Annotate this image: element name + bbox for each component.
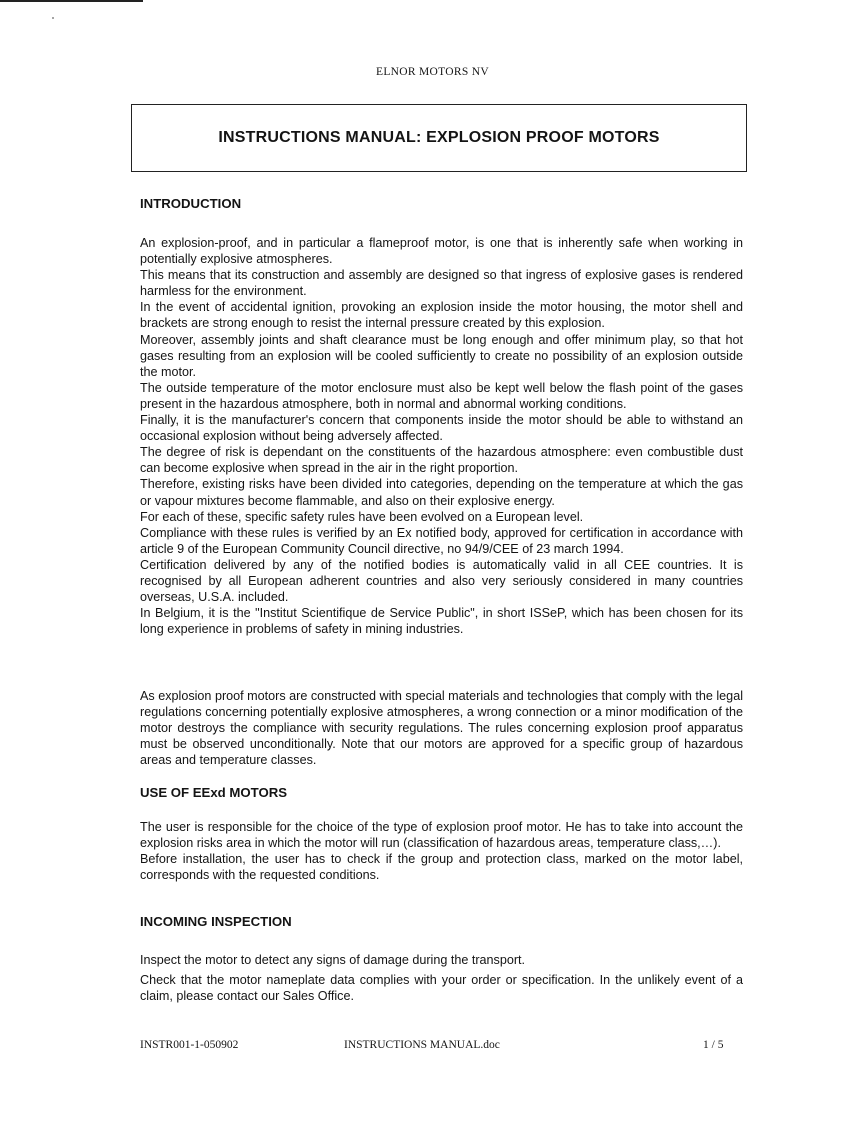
- scan-edge-line: [0, 0, 143, 2]
- heading-introduction: INTRODUCTION: [140, 196, 242, 211]
- intro-paragraph: The degree of risk is dependant on the constituents of the hazardous atmosphere: even combustible dust can become explosive when spread in the air in the right proportion.: [140, 445, 743, 476]
- intro-paragraph: This means that its construction and assembly are designed so that ingress of explosive gases is rendered harmless for the environment.: [140, 268, 743, 299]
- heading-incoming-inspection: INCOMING INSPECTION: [140, 914, 292, 929]
- use-body: [140, 819, 743, 883]
- company-name: ELNOR MOTORS NV: [376, 66, 489, 78]
- intro-paragraph: Therefore, existing risks have been divided into categories, depending on the temperature at which the gas or vapour mixtures become flammable, and also on their explosive energy.: [140, 477, 743, 508]
- document-title: INSTRUCTIONS MANUAL: EXPLOSION PROOF MOTORS: [218, 129, 660, 146]
- title-box: [131, 104, 747, 172]
- incoming-paragraph: Check that the motor nameplate data complies with your order or specification. In the unlikely event of a claim, please contact our Sales Office.: [140, 973, 743, 1004]
- intro-paragraph: Finally, it is the manufacturer's concern that components inside the motor should be able to withstand an occasional explosion without being adversely affected.: [140, 413, 743, 444]
- intro-paragraph: In Belgium, it is the "Institut Scientifique de Service Public", in short ISSeP, which has been chosen for its long experience in problems of safety in mining industries.: [140, 606, 743, 637]
- incoming-paragraph: Inspect the motor to detect any signs of damage during the transport.: [140, 953, 526, 967]
- incoming-body: [140, 952, 743, 1004]
- intro-paragraph: In the event of accidental ignition, provoking an explosion inside the motor housing, the motor shell and brackets are strong enough to resist the internal pressure created by this explosion.: [140, 300, 743, 331]
- heading-use-of-eexd-motors: USE OF EExd MOTORS: [140, 785, 288, 800]
- footer-doc-code: INSTR001-1-050902: [140, 1039, 239, 1051]
- intro-paragraph: The outside temperature of the motor enclosure must also be kept well below the flash point of the gases present in the hazardous atmosphere, both in normal and abnormal working conditions.: [140, 380, 743, 411]
- scan-speck: [52, 17, 54, 19]
- intro-paragraph: Moreover, assembly joints and shaft clearance must be long enough and offer minimum play, so that hot gases resulting from an explosion will be cooled sufficiently to create no possibility of an explosion outside the motor.: [140, 332, 743, 379]
- use-paragraph: Before installation, the user has to check if the group and protection class, marked on the motor label, corresponds with the requested conditions.: [140, 852, 743, 883]
- intro-paragraph: An explosion-proof, and in particular a flameproof motor, is one that is inherently safe when working in potentially explosive atmospheres.: [140, 236, 743, 267]
- introduction-body: [140, 235, 743, 637]
- use-paragraph: The user is responsible for the choice of the type of explosion proof motor. He has to take into account the explosion risks area in which the motor will run (classification of hazardous areas, temperature class,…).: [140, 820, 743, 851]
- footer-page-number: 1 / 5: [703, 1039, 724, 1051]
- footer-filename: INSTRUCTIONS MANUAL.doc: [344, 1039, 500, 1051]
- intro-paragraph: Certification delivered by any of the notified bodies is automatically valid in all CEE countries. It is recognised by all European adherent countries and also very seriously considered in many countries overseas, U.S.A. included.: [140, 557, 743, 605]
- introduction-closing: As explosion proof motors are constructed with special materials and technologies that comply with the legal regulations concerning potentially explosive atmospheres, a wrong connection or a minor modification of the motor destroys the compliance with security regulations. The rules concerning explosion proof apparatus must be observed unconditionally. Note that our motors are approved for a specific group of hazardous areas and temperature classes.: [140, 689, 743, 768]
- intro-paragraph: Compliance with these rules is verified by an Ex notified body, approved for certification in accordance with article 9 of the European Community Council directive, no 94/9/CEE of 23 march 1994.: [140, 525, 743, 556]
- intro-paragraph: For each of these, specific safety rules have been evolved on a European level.: [140, 509, 584, 524]
